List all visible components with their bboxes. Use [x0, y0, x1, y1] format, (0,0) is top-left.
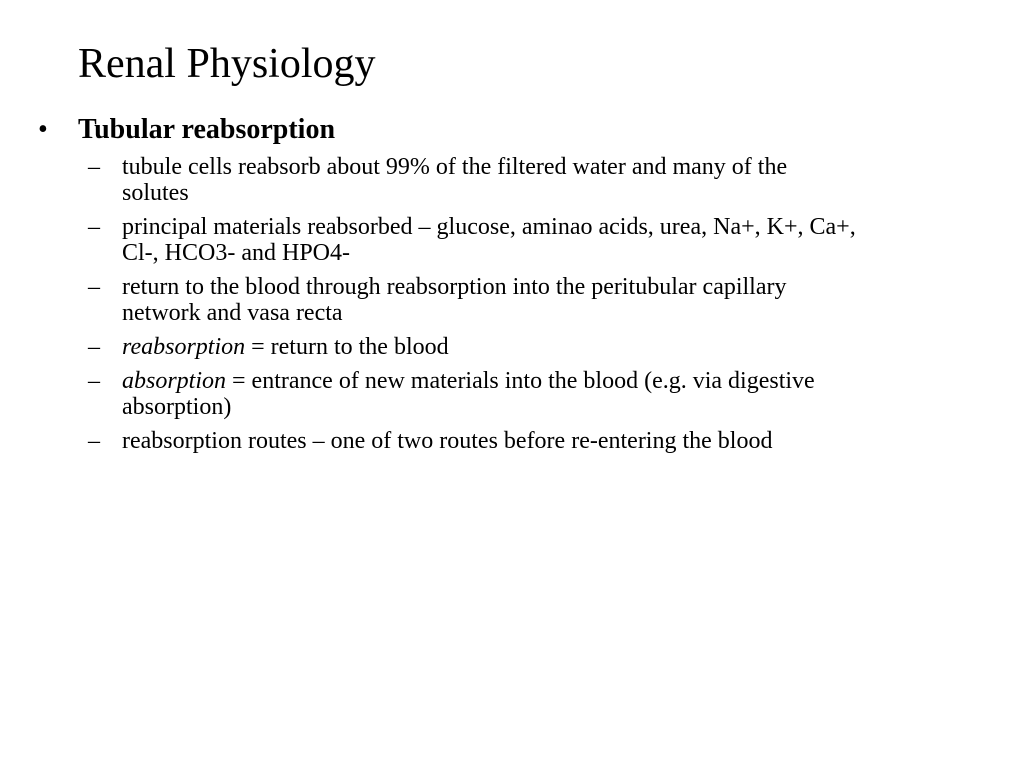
dash-icon: – — [88, 214, 100, 240]
bullet-icon: • — [38, 114, 48, 145]
definition-text: = entrance of new materials into the blood (e.g. via digestive — [226, 368, 815, 394]
sub-bullet-reabsorption-definition — [0, 334, 1024, 360]
sub-bullet-text-line: principal materials reabsorbed – glucose, aminao acids, urea, Na+, K+, Ca+, — [122, 214, 856, 240]
definition-line — [122, 334, 994, 360]
sub-bullet-text-line: reabsorption routes – one of two routes before re-entering the blood — [122, 428, 773, 454]
sub-bullet-text-line: solutes — [122, 180, 189, 206]
sub-bullet-absorption-definition — [0, 368, 1024, 420]
slide-content — [0, 111, 1024, 454]
bullet-heading: Tubular reabsorption — [78, 114, 336, 145]
sub-bullet-return-to-blood — [0, 274, 1024, 326]
dash-icon: – — [88, 428, 100, 454]
sub-bullet-text-line: Cl-, HCO3- and HPO4- — [122, 240, 350, 266]
bullet-item-tubular-reabsorption — [0, 111, 1024, 149]
definition-text: = return to the blood — [245, 334, 449, 360]
dash-icon: – — [88, 334, 100, 360]
sub-bullet-text-line: network and vasa recta — [122, 300, 343, 326]
slide-title: Renal Physiology — [78, 41, 376, 87]
sub-bullet-water-reabsorption — [0, 154, 1024, 206]
sub-bullet-text-line: tubule cells reabsorb about 99% of the filtered water and many of the — [122, 154, 788, 180]
term-reabsorption: reabsorption — [122, 334, 246, 360]
definition-line — [122, 368, 994, 394]
dash-icon: – — [88, 368, 100, 394]
term-absorption: absorption — [122, 368, 227, 394]
definition-line: absorption) — [122, 394, 232, 420]
sub-bullet-reabsorption-routes — [0, 428, 1024, 454]
dash-icon: – — [88, 154, 100, 180]
sub-bullet-principal-materials — [0, 214, 1024, 266]
sub-bullet-text-line: return to the blood through reabsorption into the peritubular capillary — [122, 274, 787, 300]
dash-icon: – — [88, 274, 100, 300]
